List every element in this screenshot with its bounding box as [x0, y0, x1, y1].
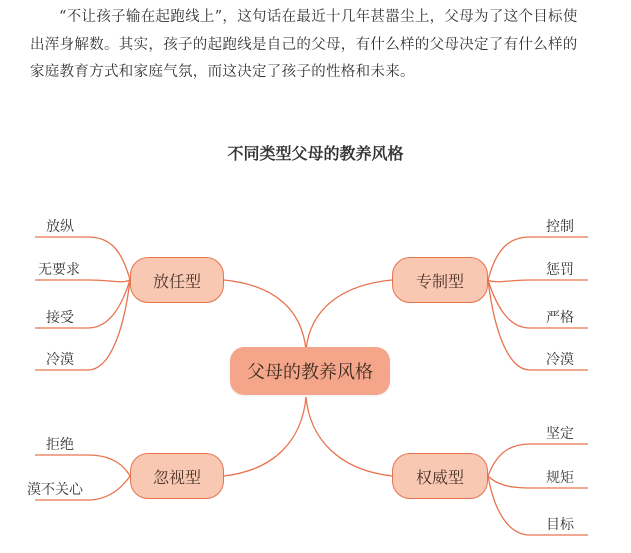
- intro-text: “不让孩子输在起跑线上”，这句话在最近十几年甚嚣尘上，父母为了这个目标使出浑身解数。其实，孩子的起跑线是自己的父母，有什么样的父母决定了有什么样的家庭教育方式和家庭气氛，而这决定了孩子的性格和未来。: [30, 9, 578, 80]
- leaf-label: 接受: [46, 310, 74, 326]
- leaf-label: 规矩: [546, 470, 574, 486]
- leaf-label: 目标: [546, 517, 574, 533]
- branch-label: 专制型: [415, 271, 464, 291]
- connector-center-quanwei: [306, 397, 392, 476]
- center-label: 父母的教养风格: [247, 362, 373, 383]
- leaf-label: 拒绝: [46, 437, 74, 453]
- leaf-label: 冷漠: [46, 352, 74, 368]
- branch-label: 放任型: [152, 271, 201, 291]
- branch-node-fangren: [130, 257, 224, 303]
- leaf-label: 无要求: [38, 262, 80, 278]
- connector-center-zhuanzhi: [306, 280, 392, 350]
- connector-zhuanzhi-leaf-2: [488, 280, 588, 282]
- leaf-label: 冷漠: [546, 352, 574, 368]
- branch-label: 权威型: [415, 467, 464, 487]
- branch-label: 忽视型: [152, 467, 201, 487]
- connector-hushi-leaf-1: [35, 455, 130, 476]
- leaf-label: 控制: [546, 219, 574, 235]
- branch-node-quanwei: [392, 453, 488, 499]
- leaf-label: 严格: [546, 310, 574, 326]
- mindmap-title: 不同类型父母的教养风格: [227, 144, 404, 163]
- connector-fangren-leaf-2: [35, 280, 130, 282]
- leaf-label: 坚定: [546, 426, 574, 442]
- leaf-label: 放纵: [46, 219, 74, 235]
- center-node: [230, 347, 390, 395]
- connector-center-fangren: [224, 280, 306, 350]
- branch-node-zhuanzhi: [392, 257, 488, 303]
- leaf-label: 漠不关心: [27, 482, 83, 498]
- leaf-label: 惩罚: [546, 262, 574, 278]
- connector-center-hushi: [224, 397, 306, 476]
- branch-node-hushi: [130, 453, 224, 499]
